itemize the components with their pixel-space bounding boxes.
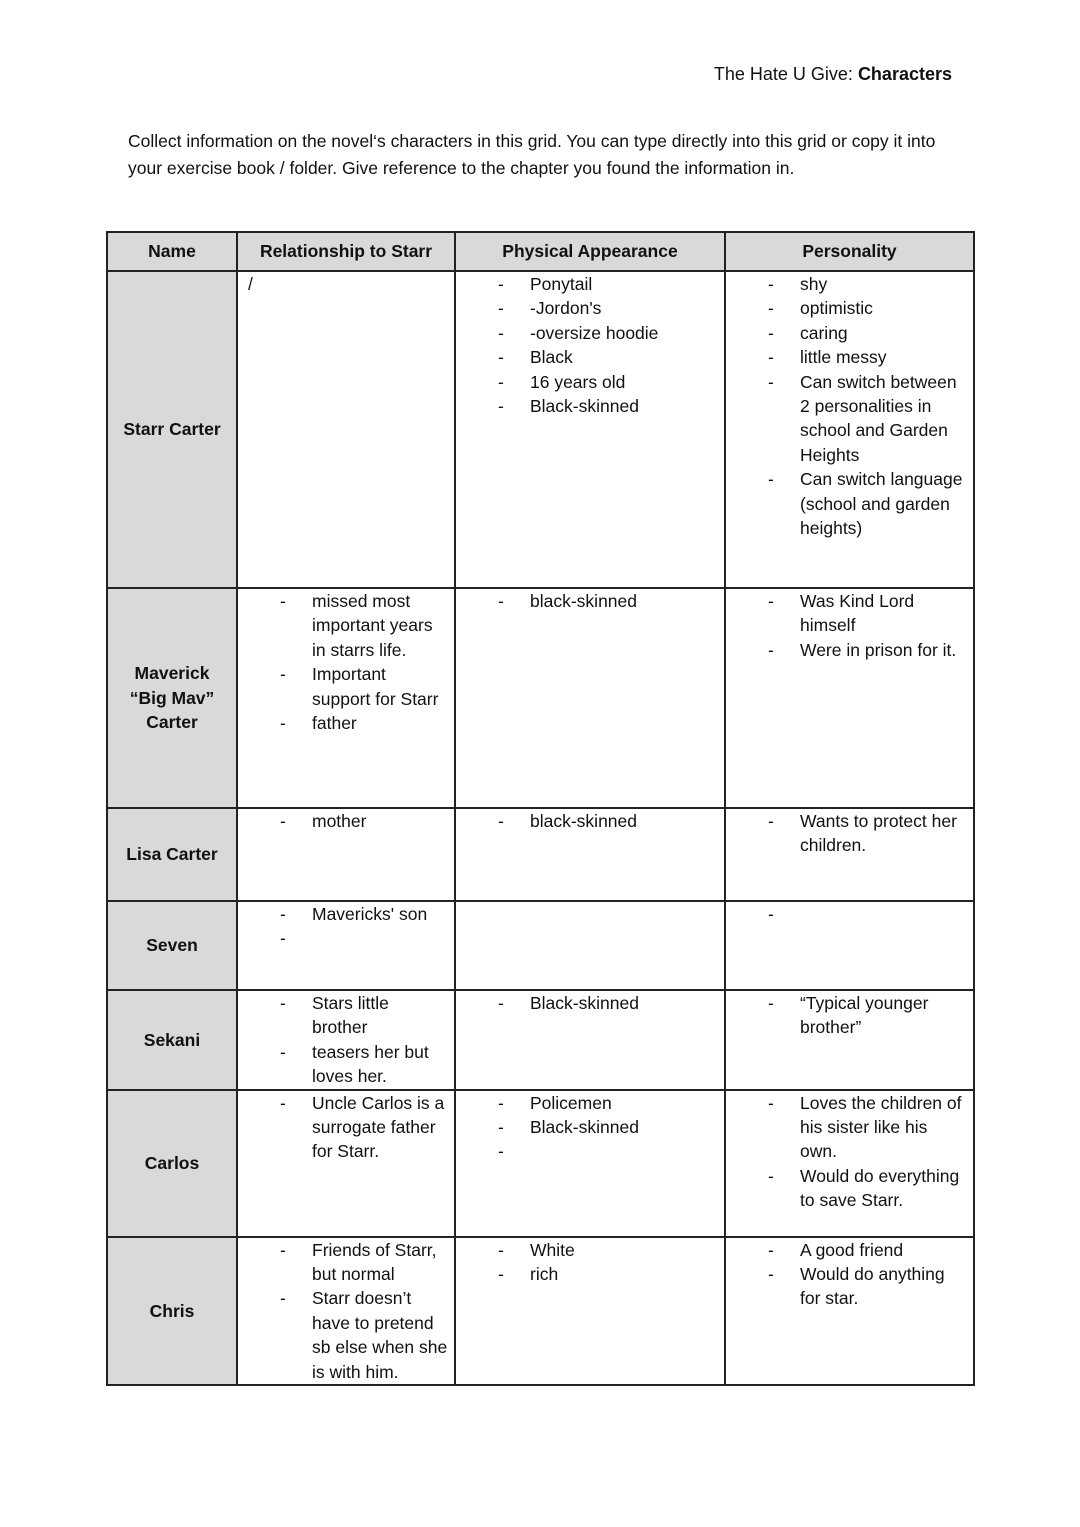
bullet-list xyxy=(456,1091,724,1164)
bullet-list xyxy=(726,902,973,926)
bullet-list xyxy=(726,1091,973,1213)
appearance-cell[interactable] xyxy=(455,588,725,808)
bullet-list xyxy=(238,589,454,735)
relationship-cell[interactable] xyxy=(237,808,455,901)
list-item: - Uncle Carlos is a surrogate father for Starr. xyxy=(238,1091,448,1164)
list-item: - -oversize hoodie xyxy=(456,321,718,345)
relationship-cell[interactable] xyxy=(237,901,455,990)
list-item: - black-skinned xyxy=(456,809,718,833)
bullet-list xyxy=(238,1238,454,1384)
list-item: - Policemen xyxy=(456,1091,718,1115)
table-row xyxy=(107,588,974,808)
list-item: - Mavericks' son xyxy=(238,902,448,926)
list-item: - black-skinned xyxy=(456,589,718,613)
table-row xyxy=(107,271,974,588)
table-row xyxy=(107,1090,974,1237)
personality-cell[interactable] xyxy=(725,271,974,588)
list-item: - Loves the children of his sister like his own. xyxy=(726,1091,967,1164)
bullet-list xyxy=(726,809,973,858)
list-item: - Can switch language (school and garden heights) xyxy=(726,467,967,540)
list-item: - caring xyxy=(726,321,967,345)
list-item: - missed most important years in starrs life. xyxy=(238,589,448,662)
character-name[interactable]: Maverick “Big Mav” Carter xyxy=(107,588,237,808)
personality-cell[interactable] xyxy=(725,588,974,808)
list-item: - Was Kind Lord himself xyxy=(726,589,967,638)
list-item: - Stars little brother xyxy=(238,991,448,1040)
list-item: - Were in prison for it. xyxy=(726,638,967,662)
character-name[interactable]: Carlos xyxy=(107,1090,237,1237)
list-item: - Wants to protect her children. xyxy=(726,809,967,858)
column-header-relationship: Relationship to Starr xyxy=(237,232,455,271)
list-item: - little messy xyxy=(726,345,967,369)
bullet-list xyxy=(456,809,724,833)
list-item: - Ponytail xyxy=(456,272,718,296)
bullet-list xyxy=(238,991,454,1089)
list-item: - -Jordon's xyxy=(456,296,718,320)
empty-slash: / xyxy=(248,274,253,294)
list-item: - teasers her but loves her. xyxy=(238,1040,448,1089)
bullet-list xyxy=(726,272,973,540)
bullet-list xyxy=(726,1238,973,1311)
list-item: - optimistic xyxy=(726,296,967,320)
list-item: - Can switch between 2 personalities in school and Garden Heights xyxy=(726,370,967,468)
list-item: - Black-skinned xyxy=(456,394,718,418)
bullet-list xyxy=(726,589,973,662)
table-row xyxy=(107,990,974,1090)
list-item: - White xyxy=(456,1238,718,1262)
list-item: - father xyxy=(238,711,448,735)
character-name[interactable]: Sekani xyxy=(107,990,237,1090)
list-item: - “Typical younger brother” xyxy=(726,991,967,1040)
bullet-list xyxy=(456,272,724,418)
bullet-list xyxy=(726,991,973,1040)
personality-cell[interactable] xyxy=(725,1090,974,1237)
header-prefix: The Hate U Give: xyxy=(713,64,858,84)
appearance-cell[interactable] xyxy=(455,1237,725,1385)
bullet-list xyxy=(456,1238,724,1287)
relationship-cell[interactable] xyxy=(237,1237,455,1385)
column-header-name: Name xyxy=(107,232,237,271)
document-header xyxy=(714,64,952,85)
bullet-list xyxy=(238,809,454,833)
characters-grid xyxy=(106,231,975,1386)
relationship-cell[interactable] xyxy=(237,271,455,588)
list-item: - Black-skinned xyxy=(456,991,718,1015)
table-row xyxy=(107,901,974,990)
list-item-empty xyxy=(726,902,967,926)
list-item: - Would do anything for star. xyxy=(726,1262,967,1311)
list-item: - Friends of Starr, but normal xyxy=(238,1238,448,1287)
appearance-cell[interactable] xyxy=(455,808,725,901)
header-row xyxy=(107,232,974,271)
list-item: - Would do everything to save Starr. xyxy=(726,1164,967,1213)
list-item: - Starr doesn’t have to pretend sb else when she is with him. xyxy=(238,1286,448,1384)
personality-cell[interactable] xyxy=(725,990,974,1090)
header-title-bold: Characters xyxy=(857,64,952,84)
bullet-list xyxy=(238,902,454,950)
character-name[interactable]: Seven xyxy=(107,901,237,990)
relationship-cell[interactable] xyxy=(237,990,455,1090)
list-item-empty xyxy=(456,1139,718,1163)
relationship-cell[interactable] xyxy=(237,588,455,808)
column-header-personality: Personality xyxy=(725,232,974,271)
bullet-list xyxy=(238,1091,454,1164)
personality-cell[interactable] xyxy=(725,901,974,990)
appearance-cell[interactable] xyxy=(455,901,725,990)
list-item: - Black-skinned xyxy=(456,1115,718,1139)
table-row xyxy=(107,808,974,901)
bullet-list xyxy=(456,991,724,1015)
list-item: - mother xyxy=(238,809,448,833)
relationship-cell[interactable] xyxy=(237,1090,455,1237)
list-item: - 16 years old xyxy=(456,370,718,394)
personality-cell[interactable] xyxy=(725,808,974,901)
character-name[interactable]: Chris xyxy=(107,1237,237,1385)
list-item: - shy xyxy=(726,272,967,296)
appearance-cell[interactable] xyxy=(455,990,725,1090)
column-header-appearance: Physical Appearance xyxy=(455,232,725,271)
appearance-cell[interactable] xyxy=(455,271,725,588)
instructions-text: Collect information on the novel‘s characters in this grid. You can type directly into this grid or copy it into your exercise book / folder. Give reference to the chapter you found the information in. xyxy=(128,131,936,178)
list-item: - Black xyxy=(456,345,718,369)
list-item: - A good friend xyxy=(726,1238,967,1262)
character-name[interactable]: Lisa Carter xyxy=(107,808,237,901)
list-item: - Important support for Starr xyxy=(238,662,448,711)
personality-cell[interactable] xyxy=(725,1237,974,1385)
appearance-cell[interactable] xyxy=(455,1090,725,1237)
table-row xyxy=(107,1237,974,1385)
bullet-list xyxy=(456,589,724,613)
character-name[interactable]: Starr Carter xyxy=(107,271,237,588)
list-item: - rich xyxy=(456,1262,718,1286)
list-item-empty xyxy=(238,926,448,950)
